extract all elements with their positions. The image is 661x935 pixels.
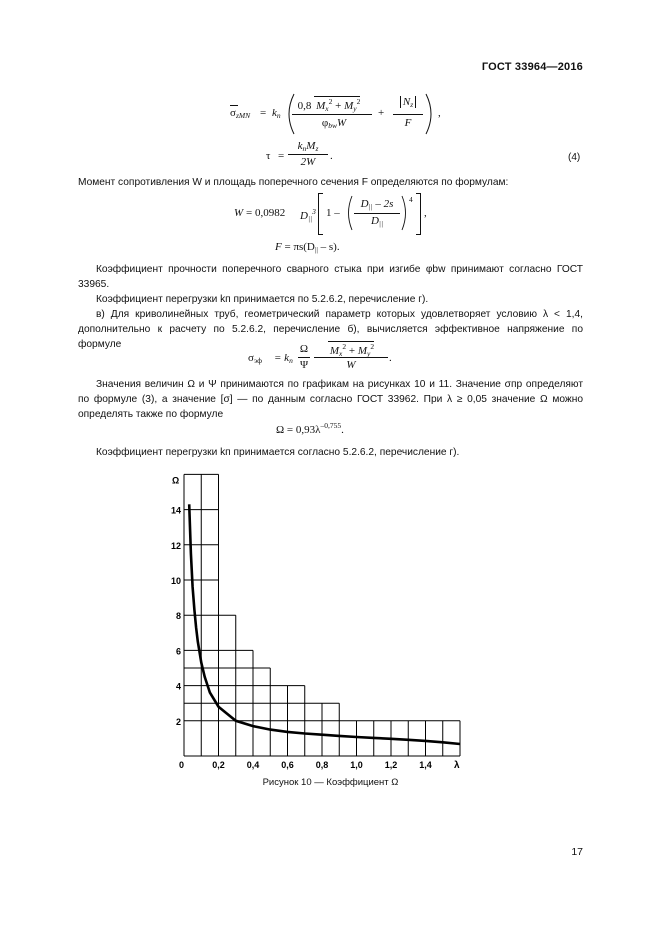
- omega-eq: Ω = 0,93λ: [276, 424, 321, 436]
- my: M: [344, 100, 354, 112]
- chart-series-omega: [189, 504, 460, 744]
- eq: = k: [274, 352, 290, 364]
- paragraph-1: Момент сопротивления W и площадь поперечного сечения F определяются по формулам:: [78, 177, 509, 188]
- formula-w: [234, 193, 434, 235]
- x-tick-label: 1,2: [384, 760, 398, 770]
- paren-l: [344, 195, 354, 231]
- d-sub: ||: [307, 214, 313, 223]
- plus2: +: [378, 107, 385, 119]
- x-tick-label: 1,0: [350, 760, 363, 770]
- sigma: σ: [248, 352, 254, 364]
- formula-coef: 0,8: [297, 100, 312, 112]
- my-sub: y: [367, 349, 371, 358]
- y-tick-label: 6: [175, 646, 181, 657]
- d: D: [300, 210, 308, 222]
- num-d-sub: ||: [368, 202, 373, 211]
- y-tick-label: 8: [175, 611, 181, 622]
- big-paren-right: [422, 92, 438, 136]
- phi: φ: [321, 117, 329, 129]
- k: k: [297, 140, 303, 152]
- rhs: = πs(D: [284, 241, 315, 253]
- rhs-end: – s).: [320, 241, 340, 253]
- dot: .: [330, 150, 333, 162]
- tau: τ: [266, 150, 271, 162]
- f: F: [275, 241, 282, 253]
- m-sub: z: [315, 144, 319, 153]
- plus: +: [348, 345, 356, 357]
- k-sub: п: [289, 356, 293, 365]
- pow: 4: [409, 195, 413, 204]
- omega: Ω: [299, 343, 309, 355]
- formula-symbol: σ: [230, 107, 236, 119]
- sq1: 2: [328, 97, 333, 106]
- x-tick-label: 0,2: [212, 760, 225, 770]
- eq: = 0,0982: [246, 207, 286, 219]
- nz-sub: z: [410, 100, 414, 109]
- comma: ,: [424, 207, 427, 219]
- paragraph-4: в) Для криволинейных труб, геометрический параметр которых удовлетворяет условию λ < 1,4, дополнительно к расчету по 5.2.6.2, перечисление б), вычисляется эффективное напряжение по формуле: [78, 309, 583, 350]
- my-sub: y: [353, 104, 357, 113]
- x-tick-label: 0: [178, 760, 184, 770]
- dot: .: [341, 424, 344, 436]
- phi-sub: bw: [328, 121, 337, 130]
- sq2: 2: [356, 97, 361, 106]
- dot: .: [389, 352, 392, 364]
- nz: N: [402, 96, 411, 108]
- mx: M: [329, 345, 340, 357]
- omega-exp: –0,755: [320, 421, 342, 430]
- x-tick-label: 0,6: [281, 760, 294, 770]
- formula-f: [275, 241, 395, 257]
- sq2: 2: [370, 342, 375, 351]
- den: 2W: [300, 156, 316, 168]
- formula-sigma-zmn: [230, 92, 560, 136]
- x-tick-label: 1,4: [419, 760, 432, 770]
- mx-sub: x: [339, 349, 343, 358]
- formula-number: (4): [568, 152, 581, 163]
- k-sub: п: [302, 144, 307, 153]
- formula-sigma-ef: [248, 339, 398, 375]
- paragraph-2-text: Коэффициент прочности поперечного сварного стыка при изгибе φbw принимают согласно ГОСТ 33965.: [78, 264, 583, 290]
- chart-ylabel: Ω: [172, 475, 180, 486]
- figure-caption: Рисунок 10 — Коэффициент Ω: [262, 777, 399, 788]
- sqrt: [314, 96, 360, 113]
- sqrt: [328, 341, 374, 358]
- sq1: 2: [342, 342, 347, 351]
- formula-subscript: zMN: [235, 111, 251, 120]
- mx: M: [316, 100, 326, 112]
- formula-eq: =: [260, 107, 267, 119]
- sigma-sub: эф: [253, 356, 262, 365]
- x-tick-label: 0,4: [246, 760, 260, 770]
- y-tick-label: 10: [170, 576, 181, 586]
- one: 1 –: [326, 207, 340, 219]
- paragraph-6: Коэффициент перегрузки kп принимается согласно 5.2.6.2, перечисление г).: [96, 447, 460, 458]
- omega-chart: [160, 460, 480, 775]
- den: W: [346, 359, 356, 371]
- y-tick-label: 12: [170, 540, 181, 551]
- formula-omega: [276, 421, 396, 437]
- w: W: [336, 117, 347, 129]
- num-rest: – 2s: [375, 198, 394, 210]
- my: M: [357, 345, 368, 357]
- mx-sub: x: [325, 104, 329, 113]
- y-tick-label: 4: [175, 681, 181, 692]
- y-tick-label: 2: [175, 716, 181, 727]
- formula-k-sub: п: [276, 111, 281, 120]
- x-tick-label: 0,8: [315, 760, 329, 770]
- chart-xlabel: λ: [454, 760, 460, 771]
- num-d: D: [360, 198, 369, 210]
- psi: Ψ: [299, 359, 309, 371]
- paragraph-5: Значения величин Ω и Ψ принимаются по графикам на рисунках 10 и 11. Значение σпр определяют по формуле (3), а значение [σ] — по данным согласно ГОСТ 33962. При λ ≥ 0,05 значение Ω можно определять также по формуле: [78, 379, 583, 420]
- comma: ,: [438, 107, 441, 119]
- formula-tau: τ = $k_пM_z$ 2W . (4): [266, 140, 581, 168]
- paragraph-2: [78, 262, 583, 292]
- den-d-sub: ||: [378, 219, 384, 228]
- den-d: D: [370, 215, 379, 227]
- w: W: [234, 207, 244, 219]
- cube: 3: [312, 207, 316, 216]
- rhs-sub: ||: [314, 245, 318, 254]
- f: F: [404, 117, 412, 129]
- plus: +: [335, 100, 342, 112]
- m: M: [306, 140, 316, 152]
- formula-k: k: [272, 107, 277, 119]
- page-header: ГОСТ 33964—2016: [481, 61, 583, 73]
- y-tick-label: 14: [170, 505, 181, 516]
- paragraph-3: Коэффициент перегрузки kп принимается по 5.2.6.2, перечисление г).: [96, 294, 429, 305]
- page-number: 17: [571, 846, 583, 858]
